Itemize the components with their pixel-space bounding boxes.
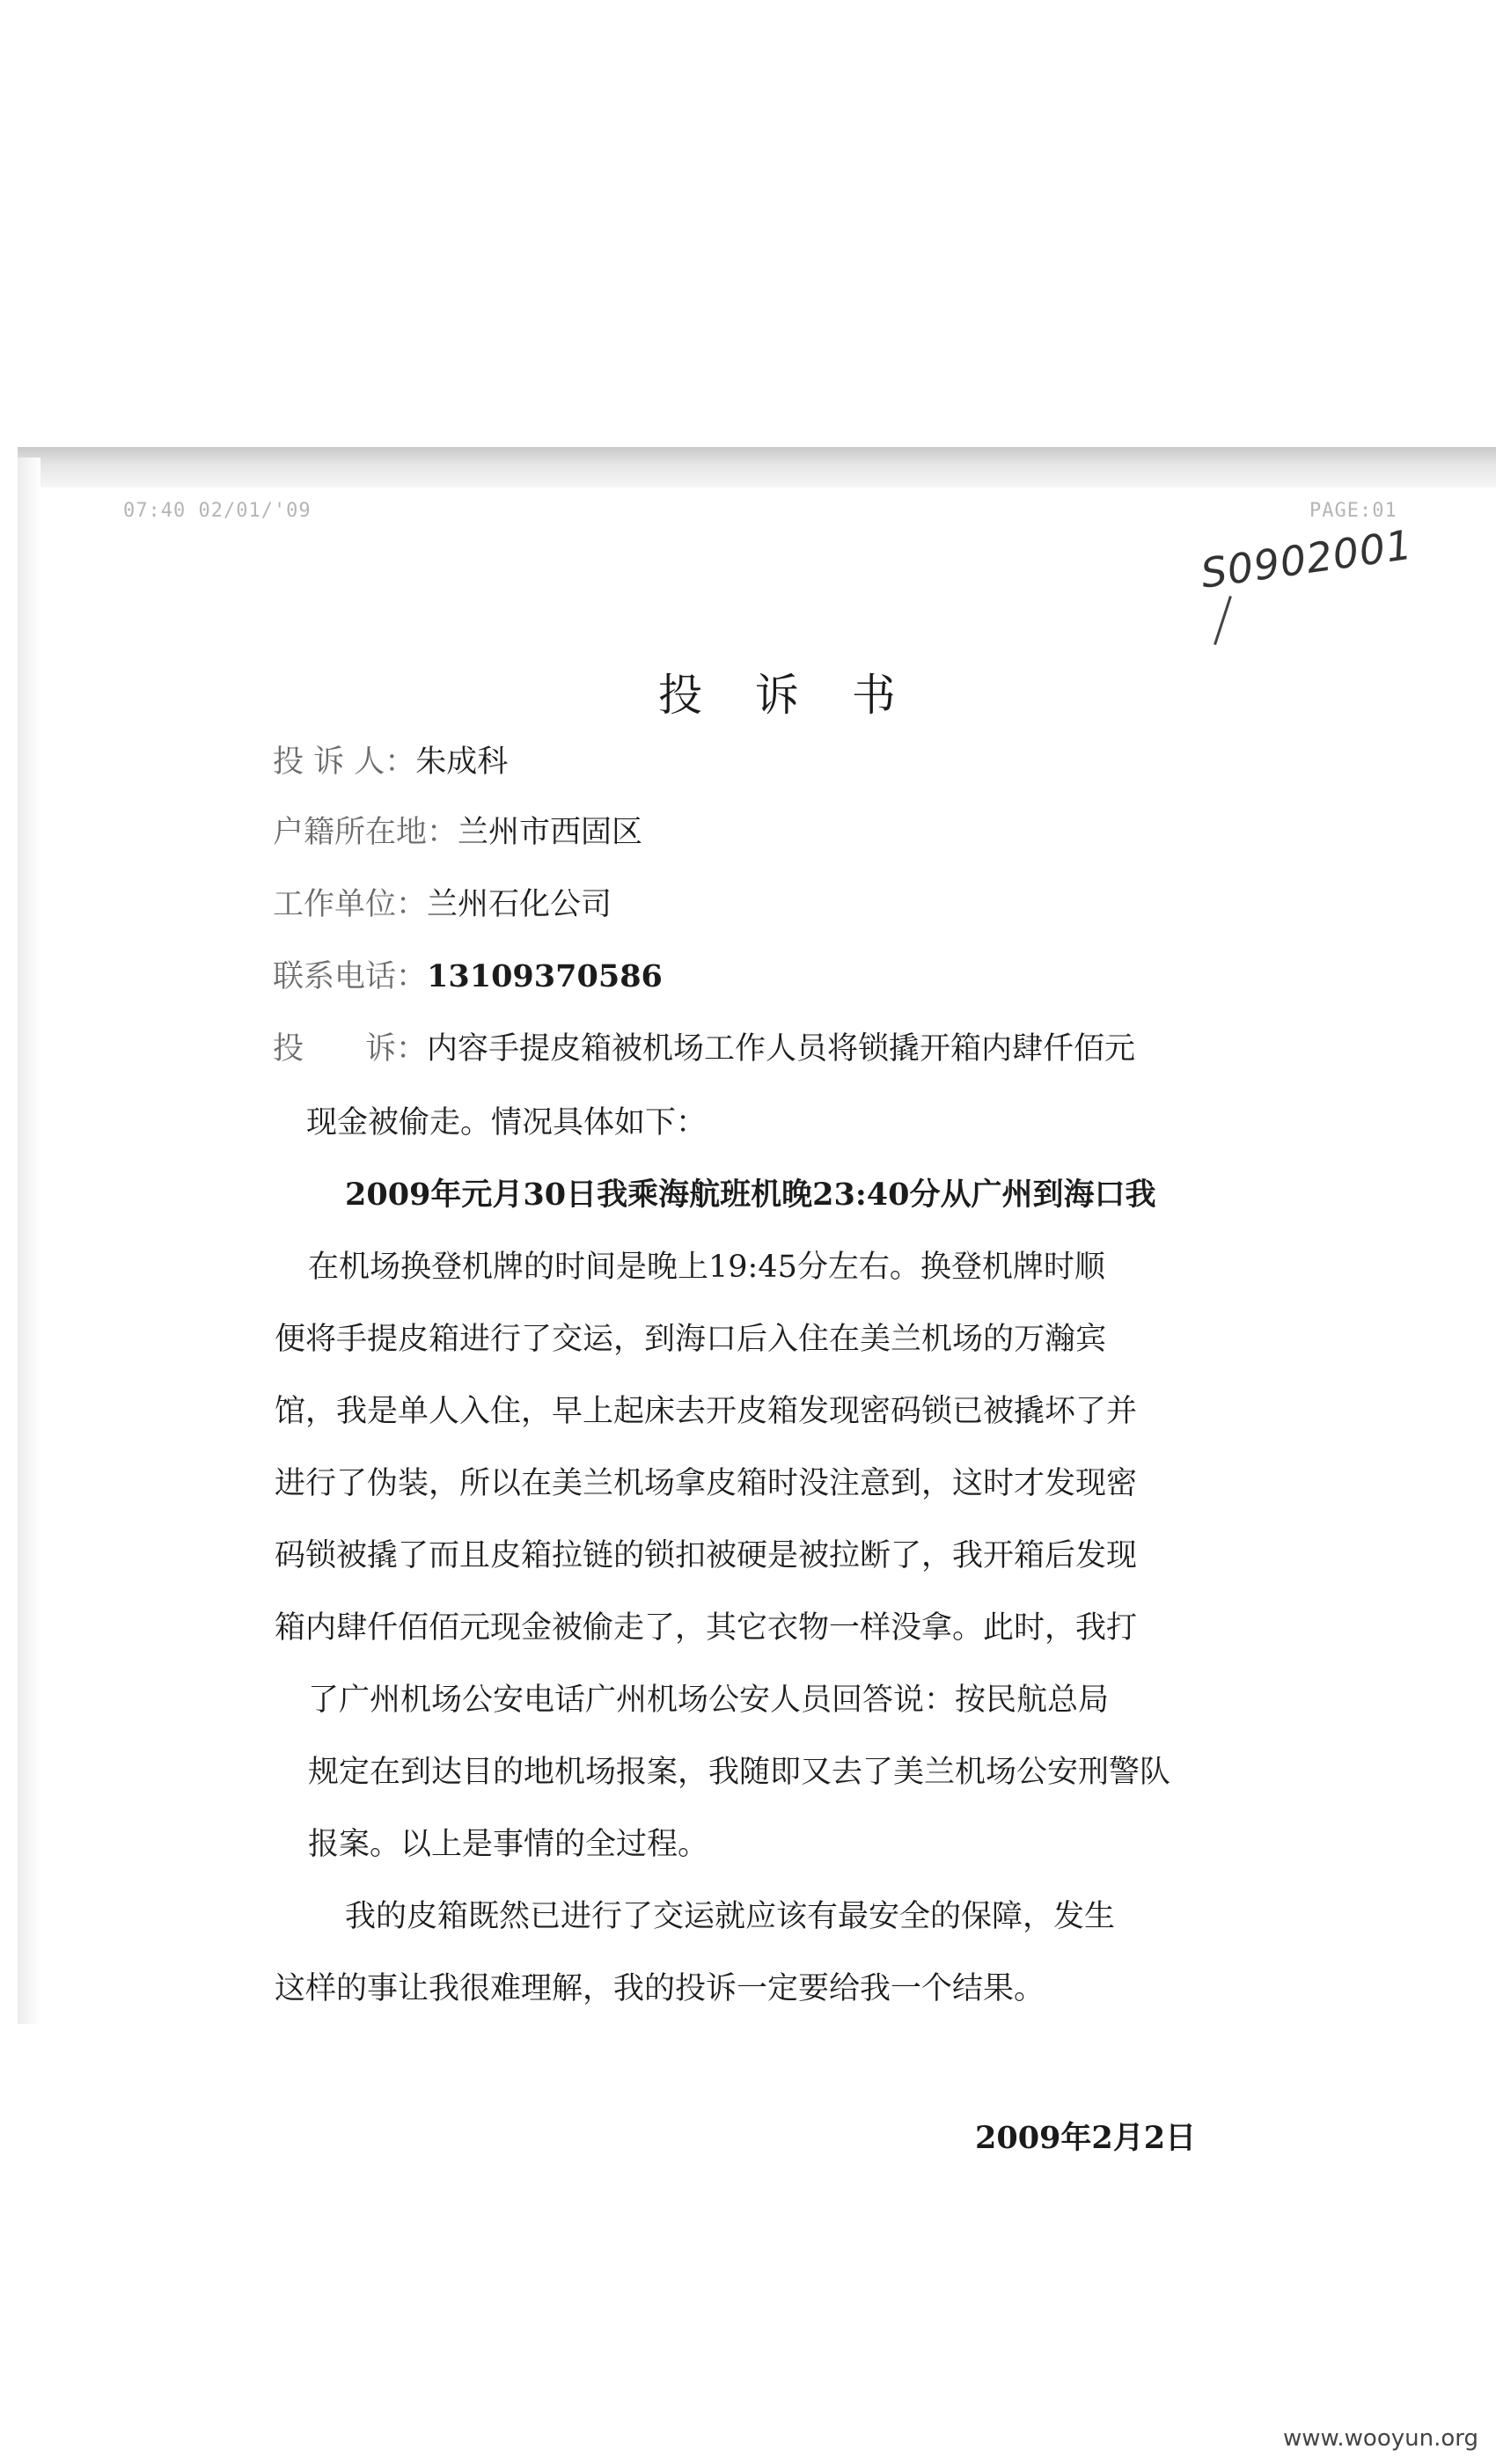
document-date: 2009年2月2日 [975, 2120, 1197, 2156]
paragraph-line: 报案。以上是事情的全过程。 [308, 1827, 709, 1862]
field-value: 朱成科 [415, 744, 509, 780]
paragraph-line: 这样的事让我很难理解，我的投诉一定要给我一个结果。 [275, 1971, 1045, 2006]
field-label: 投 诉 人： [273, 744, 416, 780]
paragraph-line: 进行了伪装，所以在美兰机场拿皮箱时没注意到，这时才发现密 [275, 1466, 1138, 1501]
paragraph-line: 码锁被撬了而且皮箱拉链的锁扣被硬是被拉断了，我开箱后发现 [275, 1538, 1138, 1573]
paragraph-line: 规定在到达目的地机场报案，我随即又去了美兰机场公安刑警队 [308, 1755, 1171, 1790]
paragraph-line: 馆，我是单人入住，早上起床去开皮箱发现密码锁已被撬坏了并 [275, 1394, 1138, 1429]
field-residence [273, 815, 642, 850]
paragraph-line: 我的皮箱既然已进行了交运就应该有最安全的保障，发生 [345, 1899, 1116, 1934]
fax-page-number: PAGE:01 [1309, 500, 1397, 522]
handwritten-reference-number: S0902001 [1198, 520, 1416, 598]
handwritten-stroke [1214, 596, 1232, 645]
fax-timestamp: 07:40 02/01/'09 [123, 500, 312, 522]
scan-left-shadow [18, 458, 40, 2024]
field-value: 兰州石化公司 [427, 887, 612, 922]
document-title: 投 诉 书 [658, 670, 915, 721]
paragraph-line: 箱内肆仟佰佰元现金被偷走了，其它衣物一样没拿。此时，我打 [275, 1610, 1138, 1646]
field-label: 户籍所在地： [273, 815, 458, 850]
field-complainant [273, 744, 508, 780]
field-phone [273, 959, 663, 994]
field-value: 兰州市西固区 [458, 815, 643, 850]
paragraph-line: 2009年元月30日我乘海航班机晚23:40分从广州到海口我 [345, 1177, 1156, 1213]
complaint-text: 内容手提皮箱被机场工作人员将锁撬开箱内肆仟佰元 [427, 1031, 1136, 1067]
complaint-line [273, 1031, 1135, 1067]
complaint-line: 现金被偷走。情况具体如下： [306, 1105, 708, 1140]
field-workplace [273, 887, 612, 922]
complaint-label: 投 诉： [273, 1031, 428, 1067]
scan-edge-shadow [18, 447, 1496, 488]
field-label: 工作单位： [273, 887, 428, 922]
source-watermark: www.wooyun.org [1282, 2425, 1478, 2452]
field-value: 13109370586 [427, 958, 663, 994]
field-label: 联系电话： [273, 959, 428, 994]
paragraph-line: 了广州机场公安电话广州机场公安人员回答说：按民航总局 [308, 1683, 1110, 1718]
paragraph-line: 便将手提皮箱进行了交运，到海口后入住在美兰机场的万瀚宾 [275, 1322, 1107, 1357]
paragraph-line: 在机场换登机牌的时间是晚上19:45分左右。换登机牌时顺 [308, 1250, 1105, 1285]
